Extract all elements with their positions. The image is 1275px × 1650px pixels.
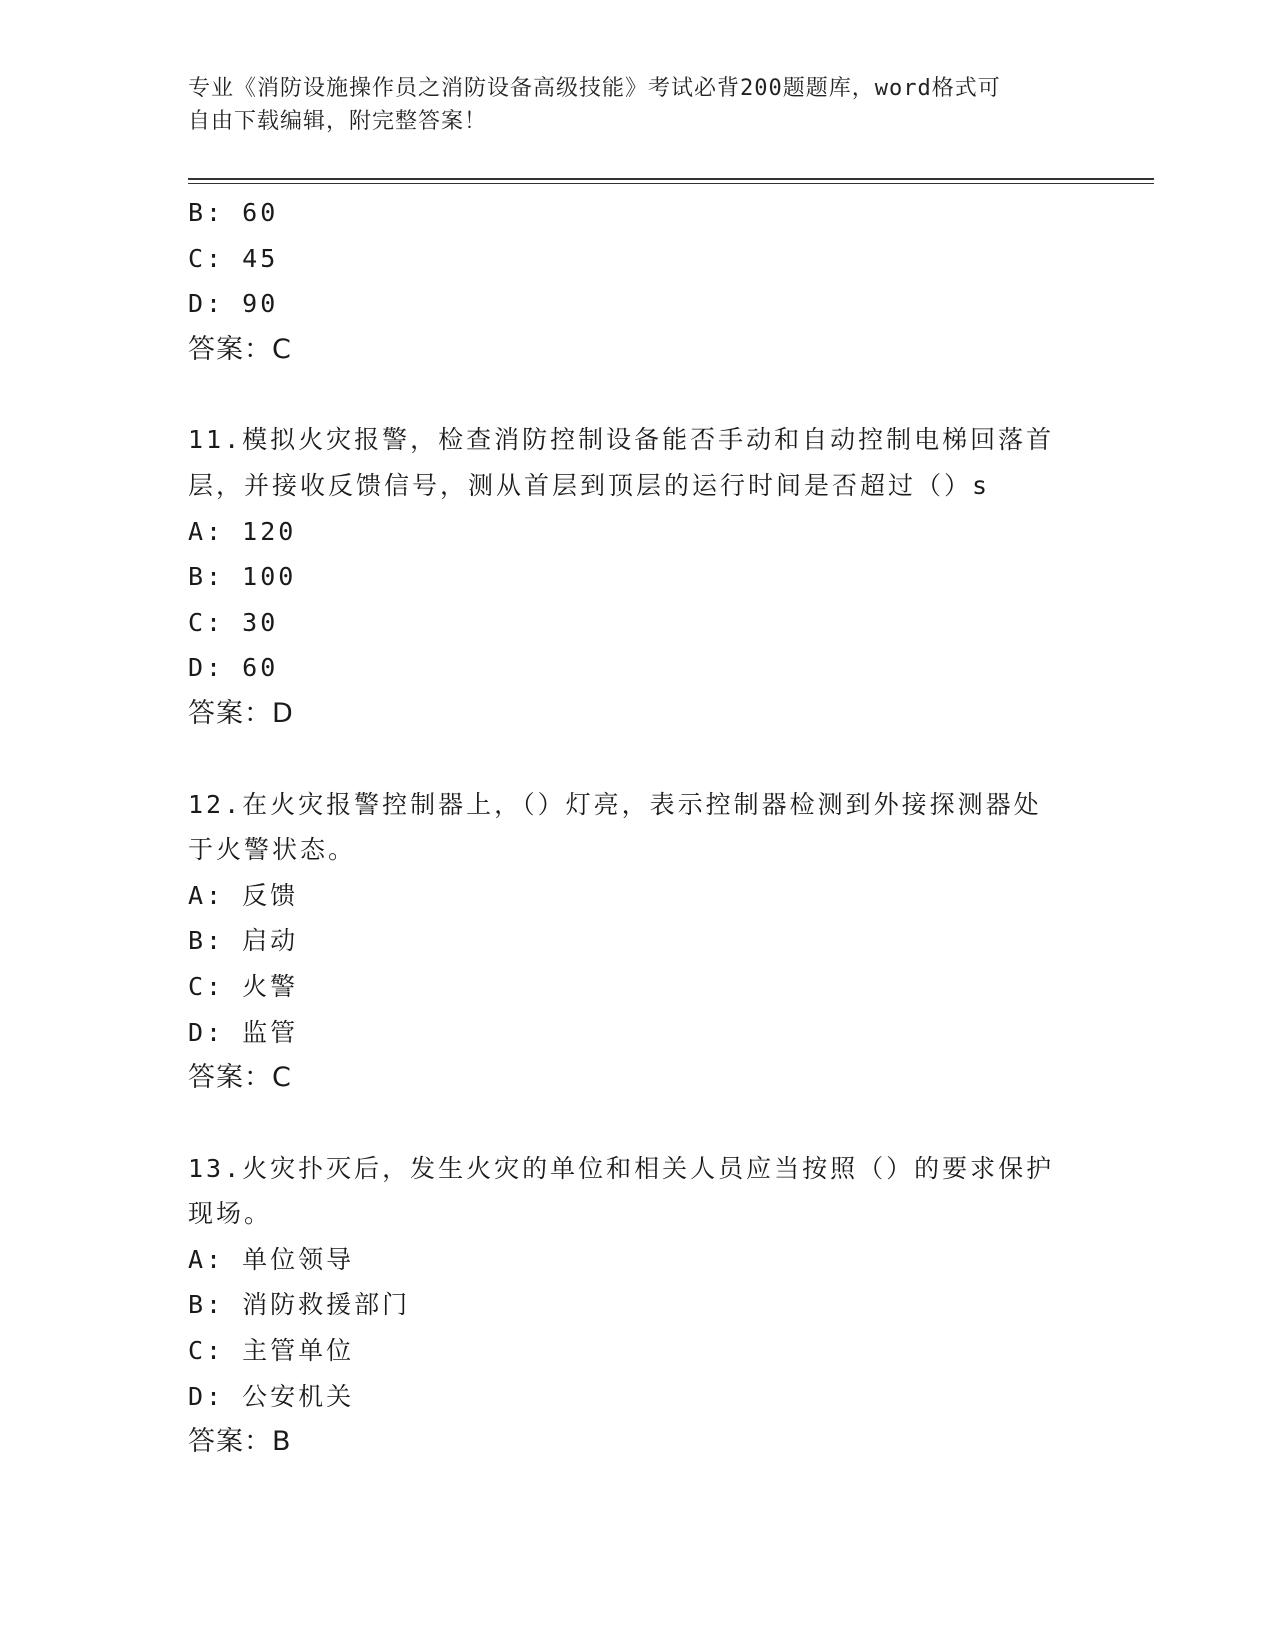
header-divider-thin bbox=[188, 183, 1154, 184]
spacer bbox=[188, 737, 1088, 782]
spacer bbox=[188, 372, 1088, 417]
option-b: B: 100 bbox=[188, 562, 297, 592]
option-b: B: 60 bbox=[188, 198, 279, 227]
answer-line: 答案：C bbox=[188, 1062, 292, 1094]
option-d: D: 监管 bbox=[188, 1017, 299, 1047]
header-line-2: 自由下载编辑，附完整答案！ bbox=[188, 109, 488, 134]
question-text-line-2: 现场。 bbox=[188, 1199, 273, 1229]
option-b: B: 消防救援部门 bbox=[188, 1290, 411, 1320]
question-13 bbox=[188, 1146, 1088, 1465]
answer-line: 答案：B bbox=[188, 1426, 292, 1458]
option-c: C: 30 bbox=[188, 607, 279, 637]
question-list bbox=[188, 190, 1088, 1465]
header-divider-thick bbox=[188, 178, 1154, 180]
option-c: C: 45 bbox=[188, 243, 279, 273]
option-c: C: 火警 bbox=[188, 971, 299, 1001]
answer-line: 答案：D bbox=[188, 697, 294, 729]
question-12 bbox=[188, 782, 1088, 1101]
option-a: A: 单位领导 bbox=[188, 1244, 355, 1274]
question-text-line-1: 13.火灾扑灭后，发生火灾的单位和相关人员应当按照（）的要求保护 bbox=[188, 1153, 1055, 1183]
question-text-line-1: 11.模拟火灾报警，检查消防控制设备能否手动和自动控制电梯回落首 bbox=[188, 425, 1055, 455]
option-d: D: 公安机关 bbox=[188, 1381, 355, 1411]
option-a: A: 120 bbox=[188, 516, 297, 546]
option-c: C: 主管单位 bbox=[188, 1336, 355, 1366]
option-a: A: 反馈 bbox=[188, 880, 299, 910]
option-d: D: 90 bbox=[188, 289, 279, 319]
question-11 bbox=[188, 417, 1088, 736]
question-10-partial bbox=[188, 190, 1088, 372]
question-text-line-1: 12.在火灾报警控制器上，（）灯亮，表示控制器检测到外接探测器处 bbox=[188, 789, 1042, 819]
spacer bbox=[188, 1101, 1088, 1146]
question-text-line-2: 于火警状态。 bbox=[188, 835, 357, 865]
header-line-1: 专业《消防设施操作员之消防设备高级技能》考试必背200题题库，word格式可 bbox=[188, 76, 1001, 101]
option-d: D: 60 bbox=[188, 653, 279, 683]
question-text-line-2: 层，并接收反馈信号，测从首层到顶层的运行时间是否超过（）s bbox=[188, 470, 991, 500]
option-b: B: 启动 bbox=[188, 926, 299, 956]
answer-line: 答案：C bbox=[188, 333, 292, 365]
document-header bbox=[188, 72, 1088, 138]
